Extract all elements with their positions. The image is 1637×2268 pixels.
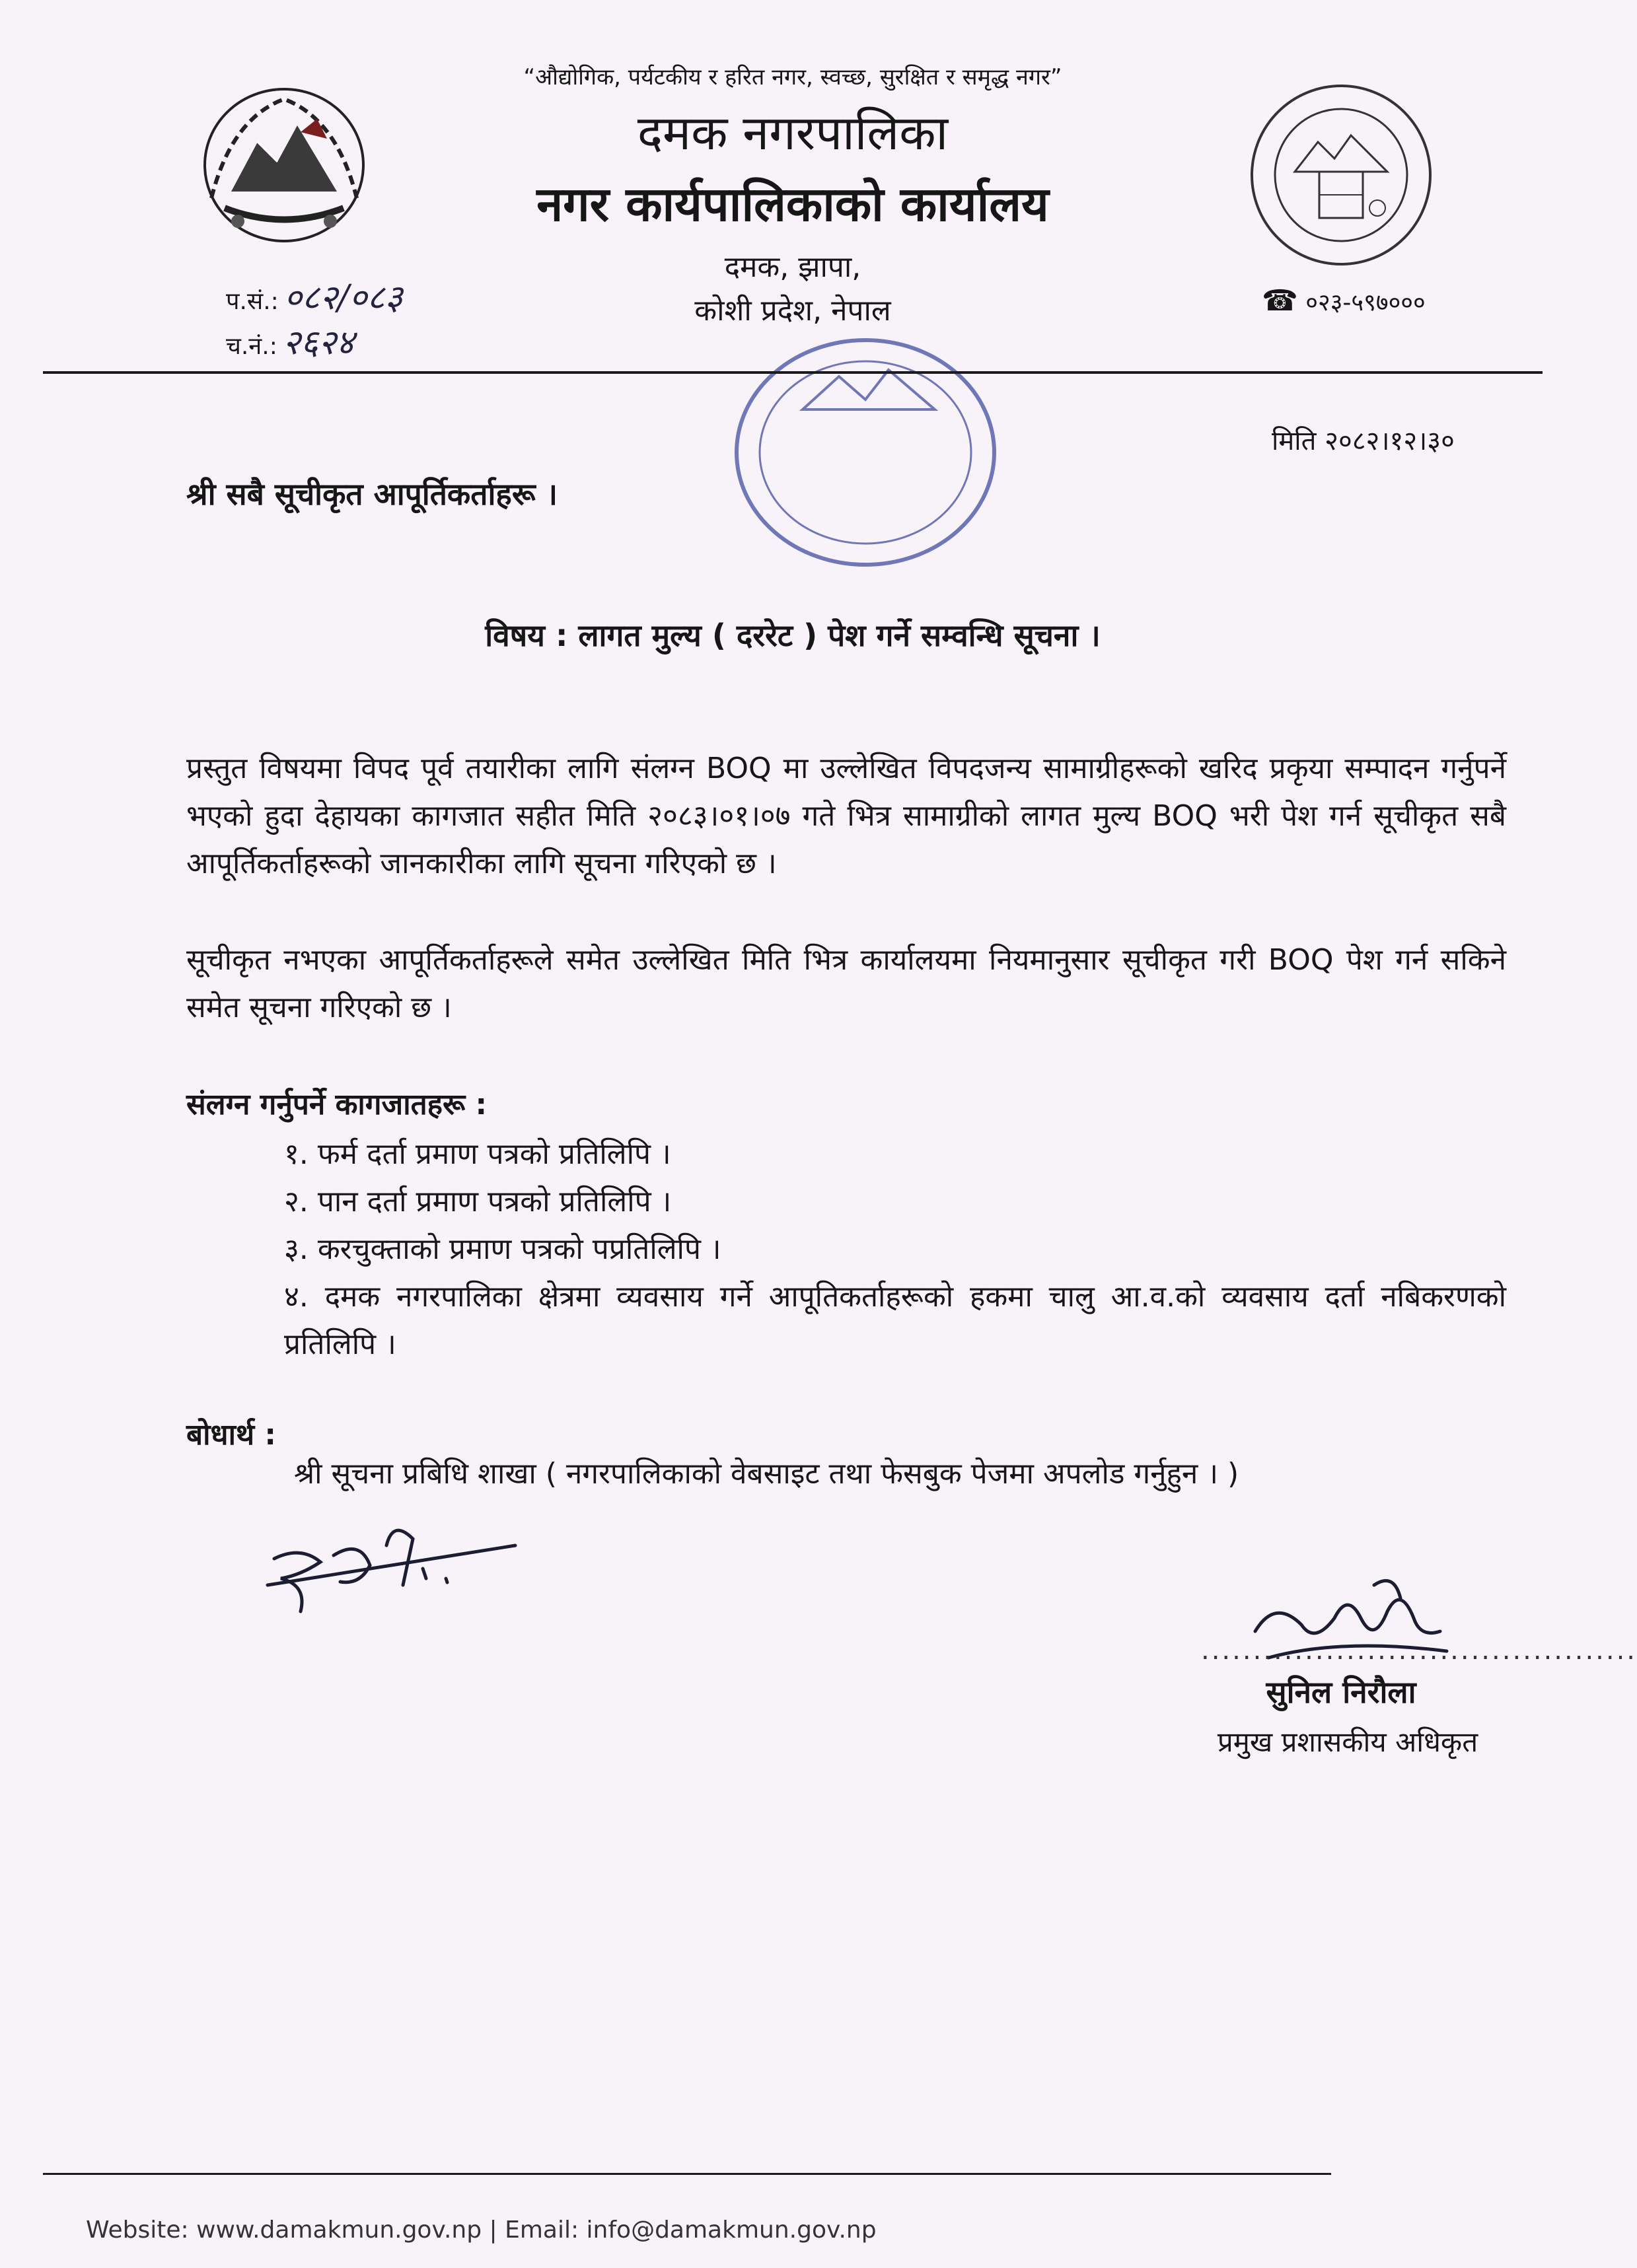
attachments-heading: संलग्न गर्नुपर्ने कागजातहरू : — [186, 1088, 488, 1121]
signatory-title: प्रमुख प्रशासकीय अधिकृत — [1217, 1726, 1478, 1758]
phone-number: ०२३-५९७००० — [1305, 289, 1426, 316]
body-paragraph-1: प्रस्तुत विषयमा विपद पूर्व तयारीका लागि संलग्न BOQ मा उल्लेखित विपदजन्य सामाग्रीहरूको खरिद प्रकृया सम्पादन गर्नुपर्ने भएको हुदा देहायका कागजात सहीत मिति २०८३।०१।०७ गते भित्र सामाग्रीको लागत मुल्य BOQ भरी पेश गर्न सूचीकृत सबै आपूर्तिकर्ताहरूको जानकारीका लागि सूचना गरिएको छ । — [186, 752, 1506, 880]
attachment-item: ३. करचुक्ताको प्रमाण पत्रको पप्रतिलिपि । — [284, 1232, 721, 1266]
handwritten-initial-icon — [261, 1506, 532, 1625]
footer-contact: Website: www.damakmun.gov.np | Email: info@damakmun.gov.np — [86, 2216, 877, 2244]
address-line-1: दमक, झापा, — [724, 250, 861, 284]
info-heading: बोधार्थ : — [186, 1418, 277, 1452]
telephone-icon: ☎ — [1262, 284, 1298, 318]
signature-line: .......................................... — [1201, 1635, 1637, 1666]
attachment-item: २. पान दर्ता प्रमाण पत्रको प्रतिलिपि । — [284, 1185, 672, 1219]
ref-label: प.सं.: — [226, 288, 279, 315]
body-paragraph-2: सूचीकृत नभएका आपूर्तिकर्ताहरूले समेत उल्लेखित मिति भित्र कार्यालयमा नियमानुसार सूचीकृत गरी BOQ पेश गर्न सकिने समेत सूचना गरिएको छ । — [186, 943, 1506, 1024]
signature-icon — [1242, 1572, 1460, 1684]
phone-contact — [1262, 284, 1426, 318]
subject-line: विषय : लागत मुल्य ( दररेट ) पेश गर्ने सम्वन्धि सूचना । — [485, 618, 1101, 653]
dispatch-value: २६२४ — [282, 323, 355, 363]
office-stamp-icon — [723, 330, 1007, 575]
dispatch-label: च.नं.: — [226, 333, 277, 360]
attachment-item: ४. दमक नगरपालिका क्षेत्रमा व्यवसाय गर्ने आपूतिकर्ताहरूको हकमा चालु आ.व.को व्यवसाय दर्ता नबिकरणको प्रतिलिपि । — [284, 1280, 1506, 1361]
attachment-item: १. फर्म दर्ता प्रमाण पत्रको प्रतिलिपि । — [284, 1137, 671, 1171]
info-recipient: श्री सूचना प्रबिधि शाखा ( नगरपालिकाको वेबसाइट तथा फेसबुक पेजमा अपलोड गर्नुहुन । ) — [294, 1457, 1239, 1491]
addressee: श्री सबै सूचीकृत आपूर्तिकर्ताहरू । — [186, 476, 558, 512]
address-line-2: कोशी प्रदेश, नेपाल — [694, 294, 891, 328]
footer-divider — [43, 2173, 1331, 2175]
letter-date: मिति २०८२।१२।३० — [1272, 426, 1455, 456]
organization-name: दमक नगरपालिका — [637, 105, 949, 160]
header-divider — [43, 371, 1543, 374]
reference-numbers — [226, 277, 403, 367]
ref-value: ०८२/०८३ — [283, 278, 403, 318]
slogan: “औद्योगिक, पर्यटकीय र हरित नगर, स्वच्छ, सुरक्षित र समृद्ध नगर” — [523, 64, 1062, 90]
signatory-name: सुनिल निरौला — [1266, 1674, 1416, 1710]
office-name: नगर कार्यपालिकाको कार्यालय — [536, 176, 1049, 232]
